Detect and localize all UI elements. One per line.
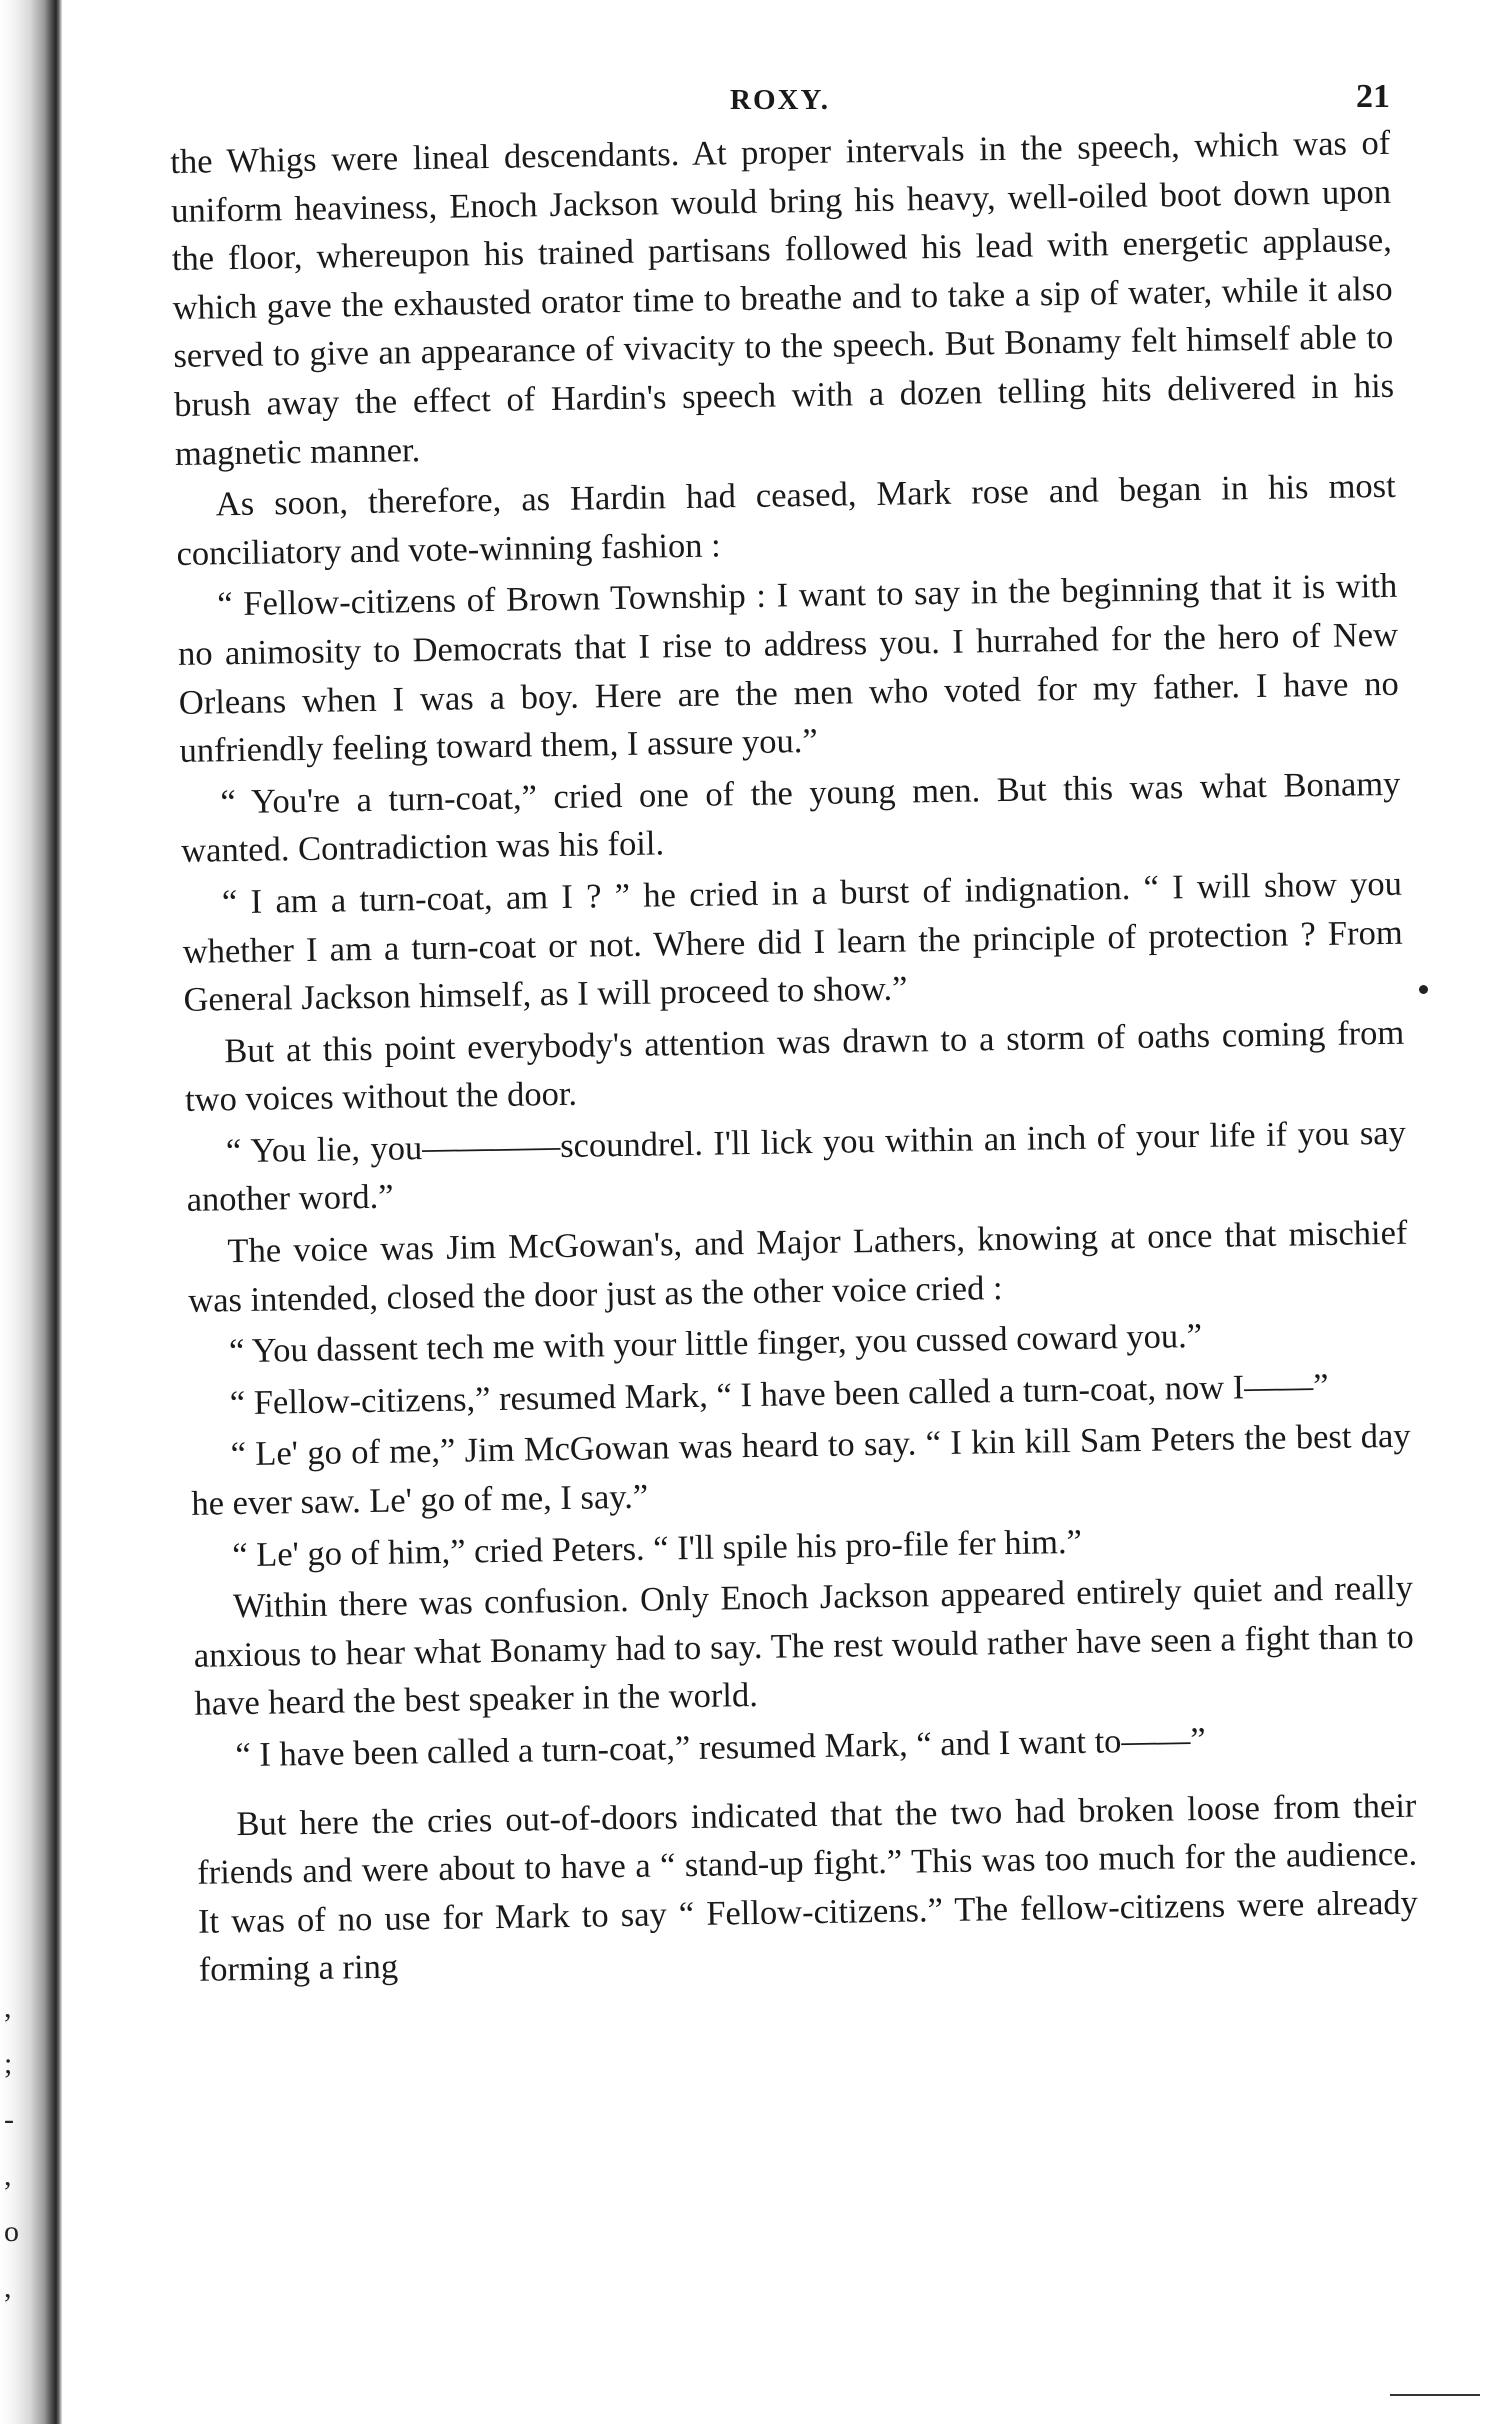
paragraph: “ I have been called a turn-coat,” resumed Mark, “ and I want to——” bbox=[235, 1720, 1206, 1775]
running-head: ROXY. bbox=[730, 84, 830, 116]
edge-mark: , bbox=[4, 1991, 12, 2024]
edge-mark: , bbox=[4, 2159, 12, 2192]
paragraph: But at this point everybody's attention was drawn to a storm of oaths coming from two voices without the door. bbox=[184, 1013, 1405, 1120]
paragraph: “ You dassent tech me with your little finger, you cussed coward you.” bbox=[228, 1317, 1203, 1371]
paragraph: The voice was Jim McGowan's, and Major Lathers, knowing at once that mischief was intended, closed the door just as the other voice cried : bbox=[187, 1213, 1408, 1320]
edge-mark: o bbox=[4, 2215, 19, 2248]
ink-speck bbox=[1419, 985, 1428, 994]
paragraph: “ I am a turn-coat, am I ? ” he cried in a burst of indignation. “ I will show you whether I am a turn-coat or not. Where did I learn the principle of protection ? From General Jackson himself, as I will proceed to show.” bbox=[182, 864, 1403, 1019]
bottom-rule bbox=[1390, 2394, 1480, 2396]
paragraph: But here the cries out-of-doors indicated that the two had broken loose from their friends and were about to have a “ stand-up fight.” This was too much for the audience. It was of no use for Mark to say “ Fellow-citizens.” The fellow-citizens were already forming a ring bbox=[196, 1786, 1419, 1990]
paragraph: Within there was confusion. Only Enoch Jackson appeared entirely quiet and really anxious to hear what Bonamy had to say. The rest would rather have seen a fight than to have heard the best speaker in the world. bbox=[193, 1568, 1414, 1724]
paragraph: “ Fellow-citizens,” resumed Mark, “ I have been called a turn-coat, now I——” bbox=[229, 1366, 1329, 1423]
page-number: 21 bbox=[1356, 78, 1390, 115]
edge-mark: , bbox=[4, 2271, 12, 2304]
paragraph: As soon, therefore, as Hardin had ceased, Mark rose and began in his most conciliatory and vote-winning fashion : bbox=[176, 466, 1396, 573]
paragraph: “ Le' go of him,” cried Peters. “ I'll spile his pro-file fer him.” bbox=[231, 1522, 1083, 1574]
edge-marks bbox=[4, 1980, 24, 2316]
paragraph: “ Le' go of me,” Jim McGowan was heard to say. “ I kin kill Sam Peters the best day he ever saw. Le' go of me, I say.” bbox=[191, 1417, 1411, 1523]
edge-mark: - bbox=[4, 2103, 14, 2136]
edge-mark: ; bbox=[4, 2047, 13, 2080]
paragraph: “ Fellow-citizens of Brown Township : I want to say in the beginning that it is with no animosity to Democrats that I rise to address you. I hurrahed for the hero of New Orleans when I was a boy. Here are the men who voted for my father. I have no unfriendly feeling toward them, I assure you.” bbox=[177, 567, 1400, 771]
paragraph: the Whigs were lineal descendants. At proper intervals in the speech, which was of uniform heaviness, Enoch Jackson would bring his heavy, well-oiled boot down upon the floor, whereupon his trained partisans followed his lead with energetic applause, which gave the exhausted orator time to breathe and to take a sip of water, while it also served to give an appearance of vivacity to the speech. But Bonamy felt himself able to brush away the effect of Hardin's speech with a dozen telling hits delivered in his magnetic manner. bbox=[170, 123, 1395, 473]
paragraph: “ You're a turn-coat,” cried one of the young men. But this was what Bonamy wanted. Contradiction was his foil. bbox=[180, 764, 1401, 871]
body-text bbox=[170, 119, 1419, 1995]
paragraph: “ You lie, you————scoundrel. I'll lick you within an inch of your life if you say another word.” bbox=[186, 1113, 1407, 1220]
